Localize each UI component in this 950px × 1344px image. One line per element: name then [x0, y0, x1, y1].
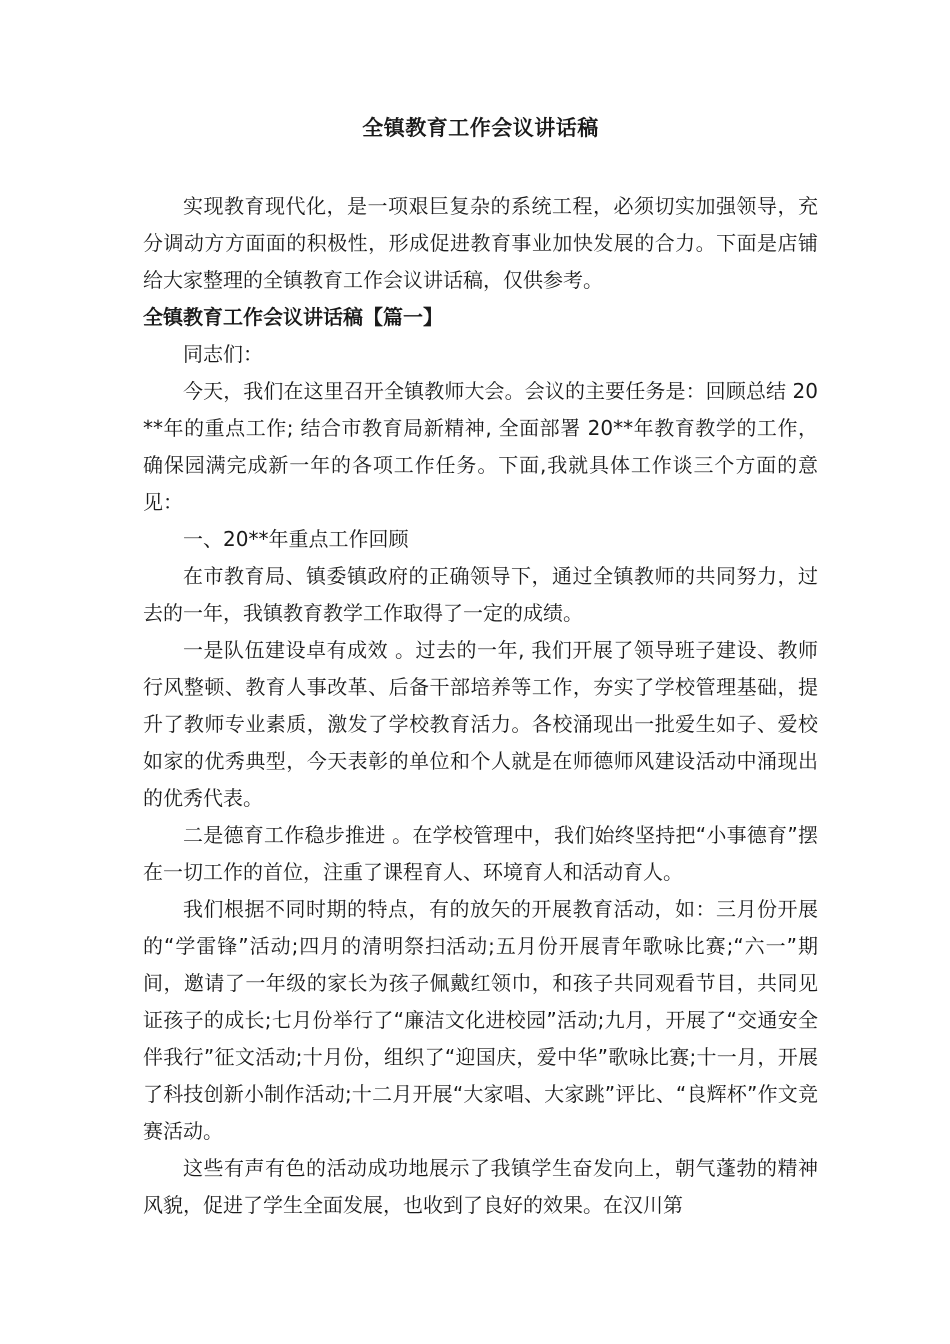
document-page: [143, 108, 818, 1224]
section-heading: 全镇教育工作会议讲话稿【篇一】: [143, 305, 443, 329]
body-paragraph: 这些有声有色的活动成功地展示了我镇学生奋发向上，朝气蓬勃的精神风貌，促进了学生全面发展，也收到了良好的效果。在汉川第: [143, 1156, 818, 1217]
body-paragraph: 在市教育局、镇委镇政府的正确领导下，通过全镇教师的共同努力，过去的一年，我镇教育教学工作取得了一定的成绩。: [143, 564, 818, 625]
body-paragraph: 一是队伍建设卓有成效 。过去的一年, 我们开展了领导班子建设、教师行风整顿、教育人事改革、后备干部培养等工作，夯实了学校管理基础，提升了教师专业素质，激发了学校教育活力。各校涌现出一批爱生如子、爱校如家的优秀典型，今天表彰的单位和个人就是在师德师风建设活动中涌现出的优秀代表。: [143, 638, 818, 810]
subheading-paragraph: 一、20**年重点工作回顾: [183, 527, 409, 551]
intro-paragraph: 实现教育现代化，是一项艰巨复杂的系统工程，必须切实加强领导，充分调动方方面面的积极性，形成促进教育事业加快发展的合力。下面是店铺给大家整理的全镇教育工作会议讲话稿，仅供参考。: [143, 194, 818, 292]
body-paragraph: 今天，我们在这里召开全镇教师大会。会议的主要任务是：回顾总结 20**年的重点工作; 结合市教育局新精神, 全面部署 20**年教育教学的工作，确保园满完成新一年的各项工作任务。下面,我就具体工作谈三个方面的意见：: [143, 379, 818, 514]
body-paragraph: 我们根据不同时期的特点，有的放矢的开展教育活动，如：三月份开展的“学雷锋”活动;四月的清明祭扫活动;五月份开展青年歌咏比赛;“六一”期间，邀请了一年级的家长为孩子佩戴红领巾，和孩子共同观看节目，共同见证孩子的成长;七月份举行了“廉洁文化进校园”活动;九月，开展了“交通安全伴我行”征文活动;十月份，组织了“迎国庆，爱中华”歌咏比赛;十一月，开展了科技创新小制作活动;十二月开展“大家唱、大家跳”评比、“良辉杯”作文竞赛活动。: [143, 897, 818, 1143]
document-title: 全镇教育工作会议讲话稿: [362, 116, 599, 140]
body-paragraph: 二是德育工作稳步推进 。在学校管理中，我们始终坚持把“小事德育”摆在一切工作的首位，注重了课程育人、环境育人和活动育人。: [143, 823, 818, 884]
salutation: 同志们：: [183, 342, 263, 366]
